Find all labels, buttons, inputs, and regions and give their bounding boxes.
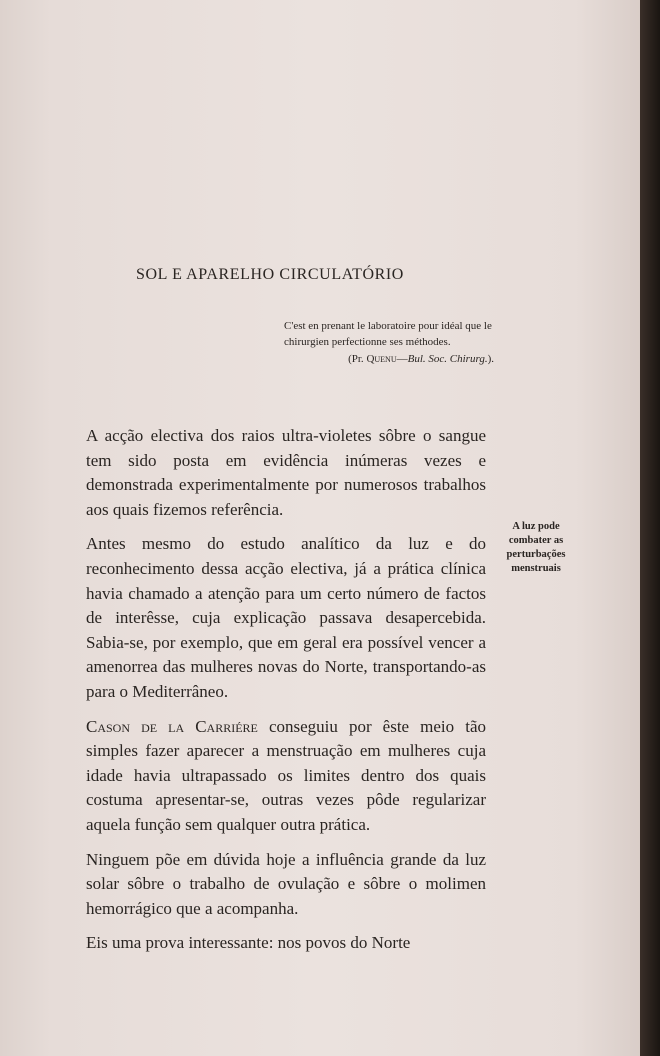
epigraph-quote: C'est en prenant le laboratoire pour idéal que le chirurgien perfectionne ses méthodes. bbox=[284, 320, 492, 348]
epigraph-author: Quenu bbox=[366, 353, 397, 365]
paragraph-2: Antes mesmo do estudo analítico da luz e do reconhecimento dessa acção electiva, já a prática clínica havia chamado a atenção para um certo número de factos de interêsse, cuja explicação passava desapercebida. Sabia-se, por exemplo, que em geral era possível vencer a amenorrea das mulheres novas do Norte, transportando-as para o Mediterrâneo. bbox=[86, 534, 486, 701]
body-text bbox=[86, 424, 486, 966]
paragraph-3-author: Cason de la Carriére bbox=[86, 716, 258, 736]
margin-note: A luz pode combater as perturbações menstruais bbox=[506, 521, 566, 574]
paragraph-4: Ninguem põe em dúvida hoje a influência grande da luz solar sôbre o trabalho de ovulação e sôbre o molimen hemorrágico que a acompanha. bbox=[86, 849, 486, 918]
page-edge-shadow bbox=[640, 0, 660, 1056]
paragraph-5: Eis uma prova interessante: nos povos do Norte bbox=[86, 933, 411, 953]
epigraph-ref-open: (Pr. bbox=[348, 353, 367, 365]
epigraph-ref-close: ). bbox=[487, 353, 494, 365]
chapter-title: SOL E APARELHO CIRCULATÓRIO bbox=[136, 266, 404, 283]
paragraph-1: A acção electiva dos raios ultra-violetes sôbre o sangue tem sido posta em evidência inúmeras vezes e demonstrada experimentalmente por numerosos trabalhos aos quais fizemos referência. bbox=[86, 426, 486, 519]
epigraph-ref-sep: — bbox=[396, 353, 408, 365]
paragraph-3 bbox=[86, 715, 486, 838]
paragraph-3-text: conseguiu por êste meio tão simples fazer aparecer a menstruação em mulheres cuja idade havia ultrapassado os limites dentro dos quais costuma apresentar-se, outras vezes pôde regularizar aquela função sem qualquer outra prática. bbox=[86, 716, 486, 834]
epigraph-reference bbox=[284, 351, 494, 367]
epigraph bbox=[284, 318, 494, 367]
epigraph-source: Bul. Soc. Chirurg. bbox=[407, 353, 488, 365]
